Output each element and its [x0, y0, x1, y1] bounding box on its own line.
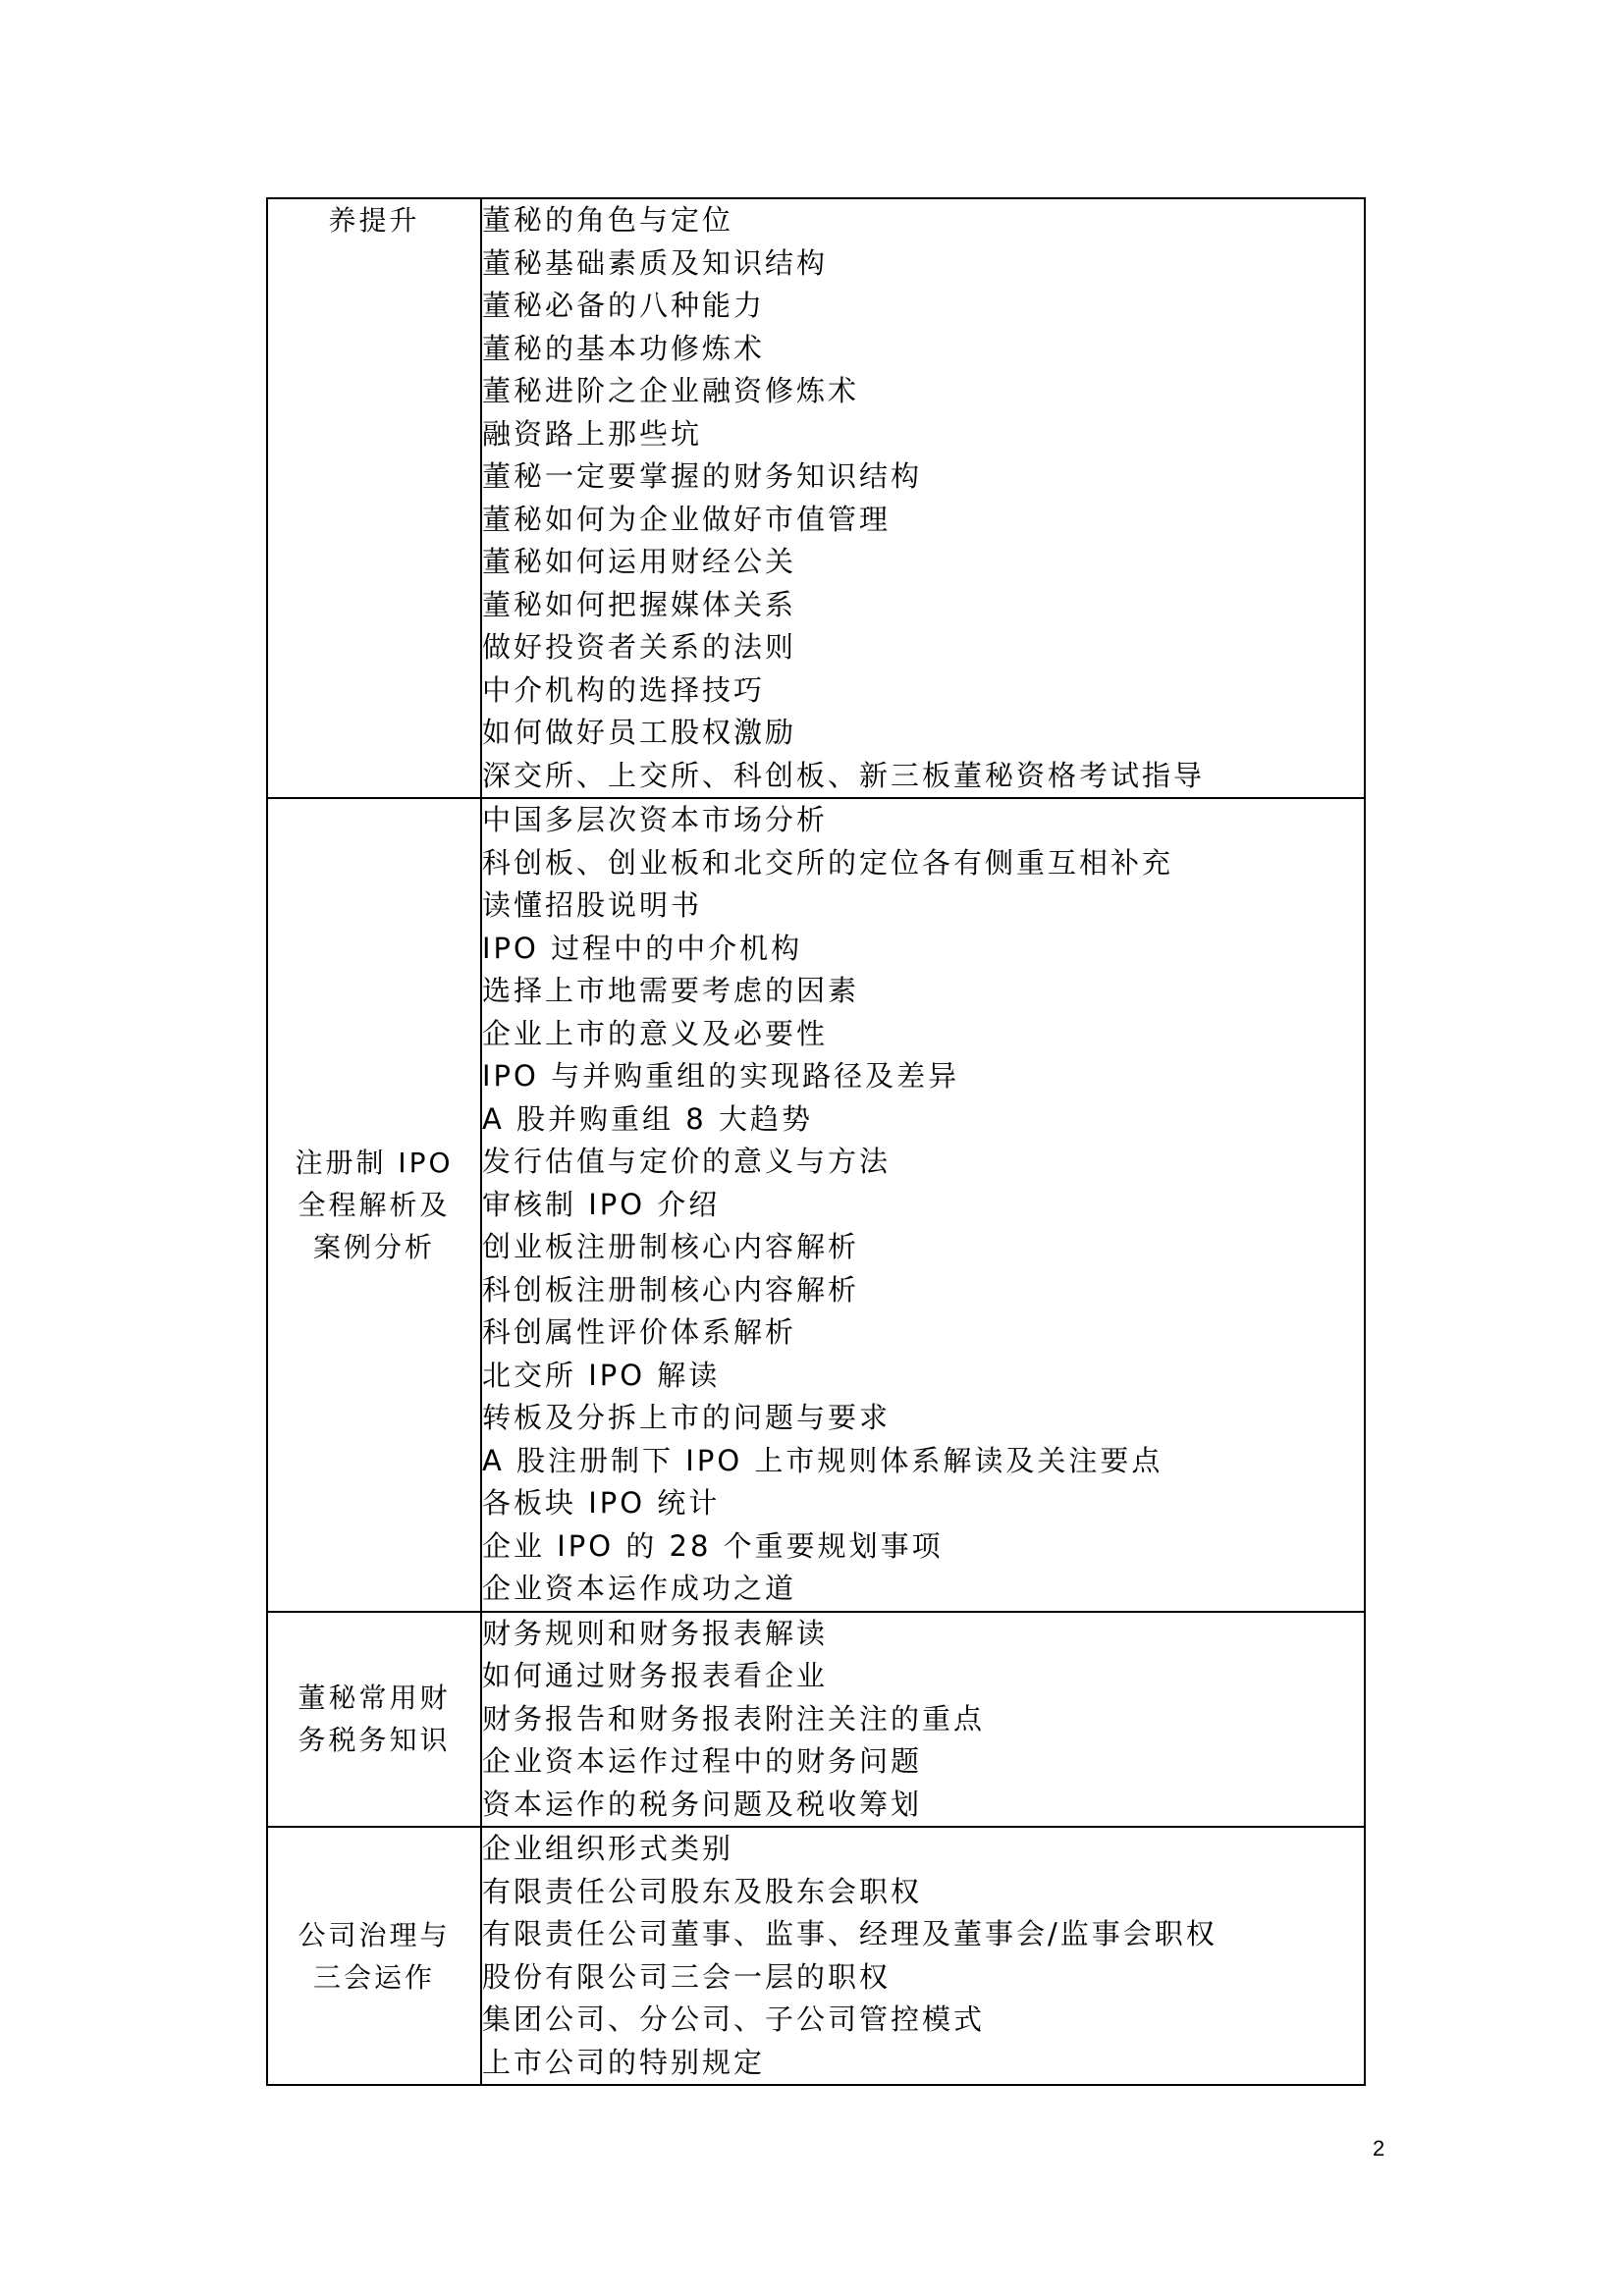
- section-row: [267, 1827, 1365, 2085]
- topic-item: 做好投资者关系的法则: [482, 630, 797, 664]
- page-number: 2: [1373, 2136, 1385, 2161]
- topic-item: 发行估值与定价的意义与方法: [482, 1145, 892, 1178]
- topic-item: 融资路上那些坑: [482, 416, 703, 451]
- course-outline-table: [266, 197, 1366, 2086]
- topic-item: 董秘如何为企业做好市值管理: [482, 502, 892, 536]
- section-category-cell: [267, 798, 481, 1612]
- topic-item: 董秘基础素质及知识结构: [482, 245, 829, 280]
- topic-item: 董秘如何把握媒体关系: [482, 587, 797, 621]
- section-topics-cell: [481, 1612, 1365, 1828]
- topic-item: 企业 IPO 的 28 个重要规划事项: [482, 1528, 944, 1563]
- section-category-line: 三会运作: [312, 1960, 435, 1994]
- topic-item: 资本运作的税务问题及税收筹划: [482, 1787, 923, 1821]
- section-category-line: 公司治理与: [298, 1918, 451, 1951]
- topic-item: 深交所、上交所、科创板、新三板董秘资格考试指导: [482, 758, 1206, 792]
- topic-item: 科创板注册制核心内容解析: [482, 1272, 860, 1307]
- topic-item: IPO 过程中的中介机构: [482, 931, 803, 965]
- topic-item: 董秘一定要掌握的财务知识结构: [482, 459, 923, 493]
- section-category-line: 案例分析: [312, 1230, 435, 1263]
- section-category-line: 全程解析及: [298, 1188, 451, 1221]
- section-topics-cell: [481, 198, 1365, 798]
- topic-item: 董秘的角色与定位: [482, 203, 734, 237]
- table-body: [267, 198, 1365, 2085]
- topic-item: 企业资本运作过程中的财务问题: [482, 1744, 923, 1778]
- topic-item: 上市公司的特别规定: [482, 2045, 766, 2079]
- section-category-line: 董秘常用财: [298, 1682, 451, 1715]
- section-row: [267, 198, 1365, 798]
- topic-item: 企业资本运作成功之道: [482, 1572, 797, 1605]
- topic-item: 中介机构的选择技巧: [482, 672, 766, 707]
- topic-item: 股份有限公司三会一层的职权: [482, 1959, 892, 1994]
- topic-item: 科创板、创业板和北交所的定位各有侧重互相补充: [482, 845, 1174, 880]
- topic-item: 集团公司、分公司、子公司管控模式: [482, 2002, 986, 2036]
- section-topics-cell: [481, 1827, 1365, 2085]
- topic-item: 转板及分拆上市的问题与要求: [482, 1401, 892, 1434]
- section-category-line: 务税务知识: [298, 1724, 451, 1757]
- topic-item: 财务规则和财务报表解读: [482, 1616, 829, 1650]
- topic-item: 有限责任公司股东及股东会职权: [482, 1874, 923, 1908]
- topic-item: IPO 与并购重组的实现路径及差异: [482, 1059, 960, 1093]
- topic-item: 中国多层次资本市场分析: [482, 803, 829, 836]
- topic-item: A 股注册制下 IPO 上市规则体系解读及关注要点: [482, 1443, 1164, 1477]
- topic-item: 董秘的基本功修炼术: [482, 331, 766, 365]
- section-row: [267, 798, 1365, 1612]
- topic-item: 如何通过财务报表看企业: [482, 1659, 829, 1692]
- section-row: [267, 1612, 1365, 1828]
- section-topics-cell: [481, 798, 1365, 1612]
- topic-item: 董秘必备的八种能力: [482, 289, 766, 322]
- topic-item: 董秘进阶之企业融资修炼术: [482, 374, 860, 407]
- topic-item: 各板块 IPO 统计: [482, 1486, 721, 1520]
- topic-item: 读懂招股说明书: [482, 888, 703, 922]
- topic-item: A 股并购重组 8 大趋势: [482, 1101, 813, 1136]
- topic-item: 有限责任公司董事、监事、经理及董事会/监事会职权: [482, 1917, 1218, 1950]
- section-category-cell: [267, 198, 481, 798]
- topic-item: 财务报告和财务报表附注关注的重点: [482, 1701, 986, 1735]
- section-category-line: 注册制 IPO: [295, 1146, 454, 1179]
- section-category-cell: [267, 1827, 481, 2085]
- topic-item: 企业上市的意义及必要性: [482, 1016, 829, 1050]
- topic-item: 如何做好员工股权激励: [482, 716, 797, 749]
- section-category-cell: [267, 1612, 481, 1828]
- topic-item: 北交所 IPO 解读: [482, 1358, 721, 1392]
- topic-item: 科创属性评价体系解析: [482, 1315, 797, 1349]
- topic-item: 创业板注册制核心内容解析: [482, 1230, 860, 1263]
- topic-item: 企业组织形式类别: [482, 1832, 734, 1865]
- topic-item: 审核制 IPO 介绍: [482, 1187, 721, 1221]
- topic-item: 董秘如何运用财经公关: [482, 545, 797, 578]
- section-category-line: 养提升: [328, 204, 420, 237]
- topic-item: 选择上市地需要考虑的因素: [482, 974, 860, 1007]
